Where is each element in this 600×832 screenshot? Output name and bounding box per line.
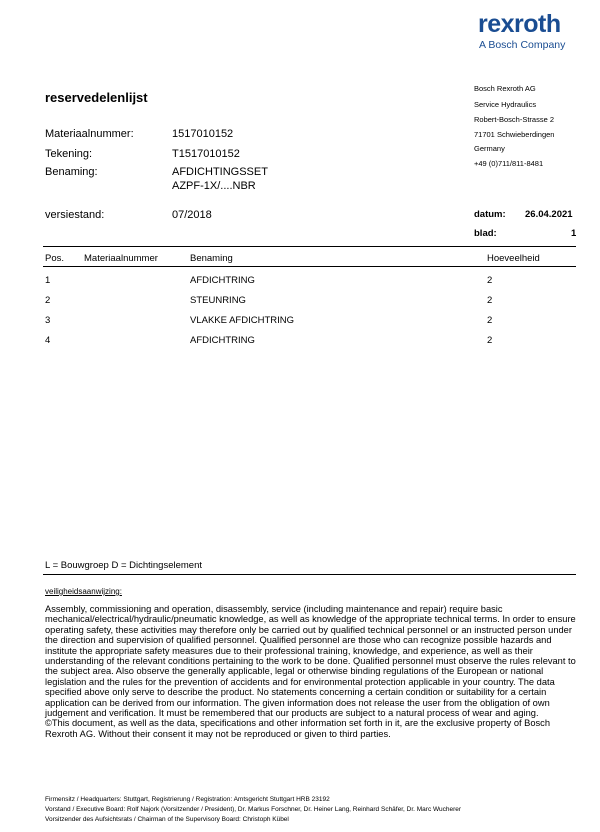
benaming-value-type: AZPF-1X/....NBR xyxy=(172,180,256,192)
row-hoeveelheid: 2 xyxy=(487,275,493,286)
column-header-hoeveelheid: Hoeveelheid xyxy=(487,253,540,264)
row-pos: 2 xyxy=(45,295,51,306)
tekening-value: T1517010152 xyxy=(172,148,240,160)
row-hoeveelheid: 2 xyxy=(487,295,493,306)
benaming-label: Benaming: xyxy=(45,166,98,178)
address-line: +49 (0)711/811-8481 xyxy=(474,159,544,168)
row-hoeveelheid: 2 xyxy=(487,335,493,346)
table-top-rule xyxy=(43,246,576,247)
blad-label: blad: xyxy=(474,228,497,239)
legend-rule xyxy=(43,574,576,575)
column-header-materiaalnummer: Materiaalnummer xyxy=(84,253,158,264)
footer-line: Vorsitzender des Aufsichtsrats / Chairman of the Supervisory Board: Christoph Kübel xyxy=(45,816,289,823)
row-pos: 4 xyxy=(45,335,51,346)
safety-title: veiligheidsaanwijzing: xyxy=(45,587,122,596)
address-line: Germany xyxy=(474,144,505,153)
address-line: Service Hydraulics xyxy=(474,100,537,109)
safety-text: Assembly, commissioning and operation, disassembly, service (including maintenance and repair) require basic mechanical/electrical/hydraulic/pneumatic knowledge, as well as knowledge of the appropriate technical terms. In order to ensure operating safety, these activities may therefore only be carried out by qualified technical personnel or an instructed person under the direction and supervision of qualified personnel. Qualified personnel are those who can recognize possible hazards and institute the appropriate safety measures due to their professional training, knowledge, and experience, as well as their understanding of the relevant conditions pertaining to the work to be done. Qualified personnel must observe the rules relevant to the subject area. Also observe the generally applicable, legal or otherwise binding regulations of the European or national legislation and the rules for the prevention of accidents and for environmental protection applicable in your country. The data specified above only serve to describe the product. No statements concerning a certain condition or suitability for a certain application can be derived from our information. The given information does not release the user from the obligation of own judgement and verification. It must be remembered that our products are subject to a natural process of wear and aging. xyxy=(45,604,576,719)
address-line: 71701 Schwieberdingen xyxy=(474,130,555,139)
versiestand-value: 07/2018 xyxy=(172,209,212,221)
column-header-pos: Pos. xyxy=(45,253,65,264)
footer-line: Vorstand / Executive Board: Rolf Najork (Vorsitzender / President), Dr. Markus Forschner, Dr. Heiner Lang, Reinhard Schäfer, Dr. Marc Wucherer xyxy=(45,806,462,813)
rexroth-logo: rexroth xyxy=(478,10,561,38)
materiaalnummer-value: 1517010152 xyxy=(172,128,234,140)
row-benaming: STEUNRING xyxy=(190,295,246,306)
row-hoeveelheid: 2 xyxy=(487,315,493,326)
column-header-benaming: Benaming xyxy=(190,253,233,264)
legend-text: L = Bouwgroep D = Dichtingselement xyxy=(45,560,203,571)
benaming-value: AFDICHTINGSSET xyxy=(172,166,268,178)
bosch-company-tagline: A Bosch Company xyxy=(479,39,566,51)
table-header-rule xyxy=(43,266,576,267)
materiaalnummer-label: Materiaalnummer: xyxy=(45,128,134,140)
blad-value: 1 xyxy=(571,228,577,239)
row-benaming: AFDICHTRING xyxy=(190,335,255,346)
datum-label: datum: xyxy=(474,209,506,220)
page-title: reservedelenlijst xyxy=(45,90,148,105)
datum-value: 26.04.2021 xyxy=(525,209,573,220)
row-pos: 3 xyxy=(45,315,51,326)
versiestand-label: versiestand: xyxy=(45,209,105,221)
safety-notice xyxy=(45,604,578,739)
footer-line: Firmensitz / Headquarters: Stuttgart, Registrierung / Registration: Amtsgericht Stuttgart HRB 23192 xyxy=(45,796,330,803)
row-benaming: VLAKKE AFDICHTRING xyxy=(190,315,294,326)
row-pos: 1 xyxy=(45,275,51,286)
address-line: Robert-Bosch-Strasse 2 xyxy=(474,115,555,124)
copyright-text: ©This document, as well as the data, specifications and other information set forth in it, are the exclusive property of Bosch Rexroth AG. Without their consent it may not be reproduced or given to third parties. xyxy=(45,718,551,739)
address-line: Bosch Rexroth AG xyxy=(474,84,536,93)
row-benaming: AFDICHTRING xyxy=(190,275,255,286)
tekening-label: Tekening: xyxy=(45,148,93,160)
